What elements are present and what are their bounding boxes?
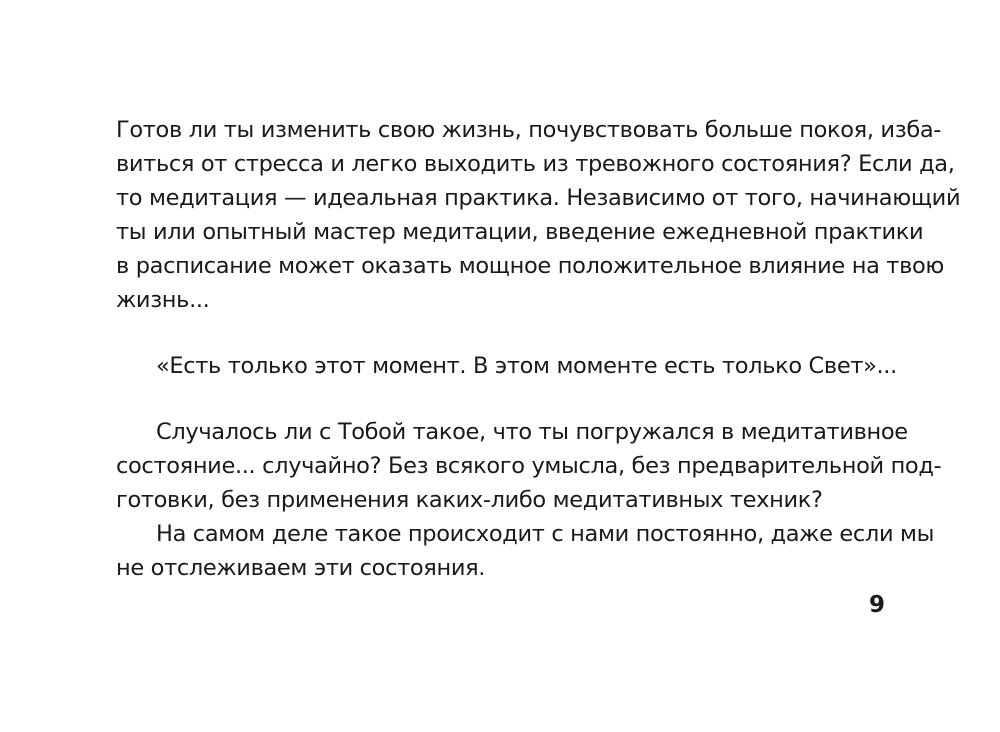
text-line: Готов ли ты изменить свою жизнь, почувствовать больше покоя, изба- xyxy=(116,117,942,143)
text-line: виться от стресса и легко выходить из тревожного состояния? Если да, xyxy=(116,151,955,177)
page-number: 9 xyxy=(869,592,886,618)
body-text xyxy=(116,113,961,585)
text-line: в расписание может оказать мощное положительное влияние на твою xyxy=(116,253,944,279)
text-line: ты или опытный мастер медитации, введение ежедневной практики xyxy=(116,219,924,245)
paragraph-question xyxy=(116,415,942,517)
text-line: не отслеживаем эти состояния. xyxy=(116,555,486,581)
text-line: жизнь... xyxy=(116,287,210,313)
text-line: состояние... случайно? Без всякого умысла, без предварительной под- xyxy=(116,453,942,479)
paragraph-gap xyxy=(116,383,906,415)
paragraph-intro xyxy=(116,113,961,317)
text-line: На самом деле такое происходит с нами постоянно, даже если мы xyxy=(156,521,935,547)
paragraph-gap xyxy=(116,317,906,349)
paragraph-quote xyxy=(116,349,906,383)
text-line: Случалось ли с Тобой такое, что ты погружался в медитативное xyxy=(156,419,908,445)
paragraph-conclusion xyxy=(116,517,935,585)
text-line: готовки, без применения каких-либо медитативных техник? xyxy=(116,487,823,513)
quote-line: «Есть только этот момент. В этом моменте есть только Свет»... xyxy=(156,353,897,379)
text-line: то медитация — идеальная практика. Независимо от того, начинающий xyxy=(116,185,961,211)
